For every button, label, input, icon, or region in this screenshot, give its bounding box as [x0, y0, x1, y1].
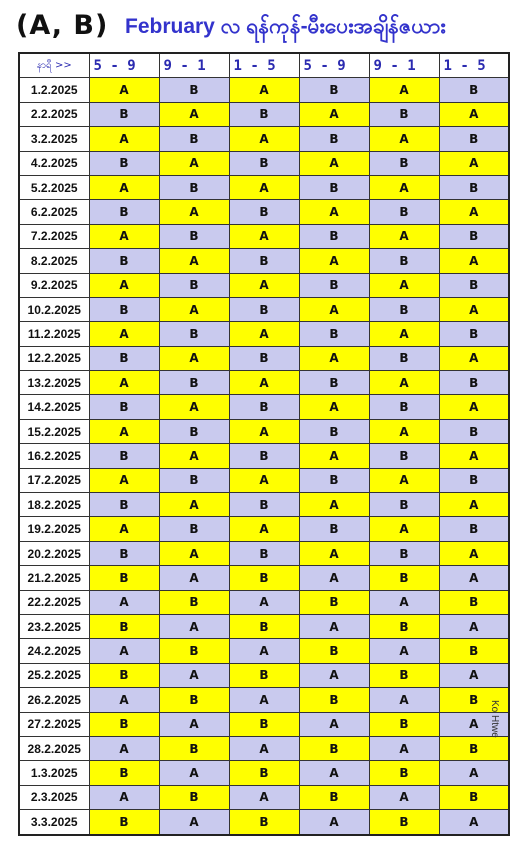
- group-cell: A: [369, 468, 439, 492]
- group-cell: B: [229, 712, 299, 736]
- group-cell: A: [89, 590, 159, 614]
- group-cell: B: [159, 78, 229, 102]
- table-row: [19, 614, 509, 638]
- date-cell: 11.2.2025: [19, 322, 89, 346]
- table-row: [19, 468, 509, 492]
- group-cell: B: [439, 639, 509, 663]
- group-cell: B: [299, 273, 369, 297]
- group-cell: A: [369, 371, 439, 395]
- date-cell: 5.2.2025: [19, 175, 89, 199]
- table-row: [19, 371, 509, 395]
- group-cell: A: [159, 541, 229, 565]
- group-cell: B: [369, 810, 439, 835]
- group-cell: A: [159, 761, 229, 785]
- group-cell: B: [229, 151, 299, 175]
- table-row: [19, 224, 509, 248]
- group-cell: A: [89, 371, 159, 395]
- group-cell: A: [229, 785, 299, 809]
- group-cell: A: [159, 346, 229, 370]
- date-cell: 8.2.2025: [19, 249, 89, 273]
- group-cell: A: [439, 346, 509, 370]
- group-cell: A: [299, 566, 369, 590]
- group-cell: B: [229, 395, 299, 419]
- group-cell: B: [159, 322, 229, 346]
- group-cell: B: [159, 590, 229, 614]
- group-cell: B: [229, 444, 299, 468]
- group-cell: A: [229, 273, 299, 297]
- group-cell: A: [299, 810, 369, 835]
- group-cell: A: [299, 249, 369, 273]
- group-cell: A: [369, 736, 439, 760]
- group-cell: A: [369, 590, 439, 614]
- group-cell: A: [299, 200, 369, 224]
- group-cell: A: [89, 419, 159, 443]
- group-cell: A: [369, 517, 439, 541]
- group-cell: A: [229, 371, 299, 395]
- group-cell: B: [299, 127, 369, 151]
- table-row: [19, 712, 509, 736]
- group-cell: A: [439, 395, 509, 419]
- group-cell: B: [89, 712, 159, 736]
- table-row: [19, 297, 509, 321]
- group-cell: A: [159, 493, 229, 517]
- table-row: [19, 78, 509, 102]
- date-cell: 19.2.2025: [19, 517, 89, 541]
- slot-header: 5 - 9: [299, 53, 369, 78]
- table-row: [19, 736, 509, 760]
- group-cell: A: [159, 614, 229, 638]
- group-cell: B: [299, 322, 369, 346]
- group-cell: B: [89, 493, 159, 517]
- group-title: (A, B): [16, 10, 109, 41]
- table-row: [19, 346, 509, 370]
- table-row: [19, 639, 509, 663]
- group-cell: A: [229, 590, 299, 614]
- group-cell: A: [369, 224, 439, 248]
- group-cell: A: [89, 127, 159, 151]
- table-row: [19, 127, 509, 151]
- group-cell: A: [89, 785, 159, 809]
- group-cell: B: [89, 395, 159, 419]
- date-cell: 15.2.2025: [19, 419, 89, 443]
- group-cell: A: [299, 346, 369, 370]
- group-cell: B: [369, 541, 439, 565]
- group-cell: B: [89, 541, 159, 565]
- group-cell: A: [89, 322, 159, 346]
- date-cell: 27.2.2025: [19, 712, 89, 736]
- group-cell: B: [159, 688, 229, 712]
- group-cell: A: [159, 444, 229, 468]
- group-cell: A: [439, 200, 509, 224]
- group-cell: B: [439, 688, 509, 712]
- table-row: [19, 810, 509, 835]
- group-cell: A: [299, 395, 369, 419]
- group-cell: A: [299, 663, 369, 687]
- table-row: [19, 151, 509, 175]
- group-cell: A: [299, 444, 369, 468]
- table-row: [19, 395, 509, 419]
- group-cell: B: [229, 663, 299, 687]
- group-cell: B: [299, 590, 369, 614]
- group-cell: B: [439, 736, 509, 760]
- group-cell: B: [369, 395, 439, 419]
- group-cell: B: [369, 761, 439, 785]
- group-cell: B: [299, 175, 369, 199]
- group-cell: A: [369, 273, 439, 297]
- table-row: [19, 444, 509, 468]
- date-cell: 2.2.2025: [19, 102, 89, 126]
- group-cell: A: [299, 102, 369, 126]
- slot-header: 9 - 1: [369, 53, 439, 78]
- group-cell: B: [229, 761, 299, 785]
- group-cell: B: [369, 249, 439, 273]
- date-cell: 22.2.2025: [19, 590, 89, 614]
- table-row: [19, 541, 509, 565]
- group-cell: A: [369, 785, 439, 809]
- power-schedule-table: [18, 52, 510, 836]
- group-cell: A: [369, 78, 439, 102]
- group-cell: A: [369, 175, 439, 199]
- group-cell: B: [299, 371, 369, 395]
- group-cell: A: [299, 761, 369, 785]
- date-cell: 28.2.2025: [19, 736, 89, 760]
- table-row: [19, 785, 509, 809]
- date-cell: 18.2.2025: [19, 493, 89, 517]
- group-cell: B: [369, 297, 439, 321]
- group-cell: A: [299, 614, 369, 638]
- group-cell: B: [159, 127, 229, 151]
- group-cell: A: [229, 468, 299, 492]
- group-cell: A: [229, 127, 299, 151]
- date-cell: 13.2.2025: [19, 371, 89, 395]
- group-cell: B: [229, 541, 299, 565]
- group-cell: A: [89, 688, 159, 712]
- date-cell: 3.3.2025: [19, 810, 89, 835]
- group-cell: B: [439, 517, 509, 541]
- table-row: [19, 200, 509, 224]
- group-cell: A: [229, 78, 299, 102]
- group-cell: B: [299, 468, 369, 492]
- group-cell: B: [229, 346, 299, 370]
- date-cell: 9.2.2025: [19, 273, 89, 297]
- group-cell: A: [369, 322, 439, 346]
- table-row: [19, 249, 509, 273]
- group-cell: B: [159, 736, 229, 760]
- group-cell: A: [159, 200, 229, 224]
- date-cell: 14.2.2025: [19, 395, 89, 419]
- group-cell: B: [439, 175, 509, 199]
- date-cell: 10.2.2025: [19, 297, 89, 321]
- date-cell: 6.2.2025: [19, 200, 89, 224]
- group-cell: B: [369, 566, 439, 590]
- group-cell: A: [439, 444, 509, 468]
- table-row: [19, 102, 509, 126]
- group-cell: B: [369, 614, 439, 638]
- group-cell: A: [369, 639, 439, 663]
- group-cell: B: [439, 785, 509, 809]
- table-row: [19, 175, 509, 199]
- header-row: [19, 53, 509, 78]
- group-cell: A: [229, 736, 299, 760]
- group-cell: A: [229, 175, 299, 199]
- group-cell: B: [369, 663, 439, 687]
- group-cell: B: [439, 371, 509, 395]
- group-cell: B: [159, 785, 229, 809]
- group-cell: B: [89, 200, 159, 224]
- group-cell: A: [89, 78, 159, 102]
- table-row: [19, 688, 509, 712]
- group-cell: A: [229, 322, 299, 346]
- group-cell: A: [89, 175, 159, 199]
- group-cell: B: [89, 663, 159, 687]
- date-cell: 12.2.2025: [19, 346, 89, 370]
- group-cell: B: [89, 249, 159, 273]
- slot-header: 1 - 5: [229, 53, 299, 78]
- group-cell: B: [439, 468, 509, 492]
- group-cell: A: [439, 151, 509, 175]
- group-cell: A: [369, 127, 439, 151]
- slot-header: 9 - 1: [159, 53, 229, 78]
- group-cell: B: [229, 810, 299, 835]
- group-cell: A: [159, 297, 229, 321]
- group-cell: B: [89, 102, 159, 126]
- group-cell: B: [299, 688, 369, 712]
- group-cell: B: [439, 224, 509, 248]
- group-cell: B: [299, 785, 369, 809]
- group-cell: B: [229, 614, 299, 638]
- group-cell: A: [159, 151, 229, 175]
- group-cell: A: [439, 297, 509, 321]
- group-cell: B: [229, 493, 299, 517]
- date-cell: 2.3.2025: [19, 785, 89, 809]
- group-cell: A: [299, 151, 369, 175]
- date-cell: 25.2.2025: [19, 663, 89, 687]
- group-cell: A: [89, 736, 159, 760]
- group-cell: A: [89, 468, 159, 492]
- table-row: [19, 419, 509, 443]
- group-cell: B: [439, 419, 509, 443]
- group-cell: A: [439, 493, 509, 517]
- date-cell: 26.2.2025: [19, 688, 89, 712]
- group-cell: B: [229, 249, 299, 273]
- table-row: [19, 493, 509, 517]
- group-cell: B: [159, 371, 229, 395]
- group-cell: B: [229, 102, 299, 126]
- group-cell: A: [439, 614, 509, 638]
- group-cell: B: [439, 590, 509, 614]
- date-cell: 24.2.2025: [19, 639, 89, 663]
- table-row: [19, 663, 509, 687]
- date-cell: 7.2.2025: [19, 224, 89, 248]
- group-cell: B: [299, 78, 369, 102]
- group-cell: B: [369, 151, 439, 175]
- group-cell: B: [159, 273, 229, 297]
- group-cell: A: [299, 541, 369, 565]
- table-row: [19, 761, 509, 785]
- group-cell: B: [159, 419, 229, 443]
- group-cell: A: [369, 419, 439, 443]
- group-cell: B: [159, 639, 229, 663]
- group-cell: B: [229, 297, 299, 321]
- group-cell: B: [159, 175, 229, 199]
- table-row: [19, 517, 509, 541]
- slot-header: 5 - 9: [89, 53, 159, 78]
- group-cell: B: [159, 517, 229, 541]
- group-cell: B: [89, 810, 159, 835]
- date-cell: 1.3.2025: [19, 761, 89, 785]
- group-cell: A: [439, 566, 509, 590]
- group-cell: A: [299, 712, 369, 736]
- group-cell: A: [439, 810, 509, 835]
- group-cell: B: [369, 346, 439, 370]
- group-cell: B: [159, 224, 229, 248]
- group-cell: A: [159, 810, 229, 835]
- group-cell: B: [89, 346, 159, 370]
- date-cell: 21.2.2025: [19, 566, 89, 590]
- group-cell: B: [299, 736, 369, 760]
- group-cell: A: [89, 639, 159, 663]
- date-cell: 4.2.2025: [19, 151, 89, 175]
- group-cell: A: [159, 712, 229, 736]
- group-cell: A: [439, 541, 509, 565]
- group-cell: A: [439, 761, 509, 785]
- slot-header: 1 - 5: [439, 53, 509, 78]
- group-cell: B: [229, 566, 299, 590]
- group-cell: B: [159, 468, 229, 492]
- group-cell: B: [89, 761, 159, 785]
- group-cell: B: [89, 614, 159, 638]
- header: [0, 0, 526, 50]
- group-cell: B: [299, 517, 369, 541]
- date-cell: 16.2.2025: [19, 444, 89, 468]
- table-row: [19, 590, 509, 614]
- group-cell: B: [439, 273, 509, 297]
- group-cell: B: [229, 200, 299, 224]
- date-cell: 17.2.2025: [19, 468, 89, 492]
- group-cell: A: [299, 297, 369, 321]
- group-cell: B: [89, 297, 159, 321]
- table-row: [19, 273, 509, 297]
- group-cell: A: [159, 102, 229, 126]
- date-cell: 20.2.2025: [19, 541, 89, 565]
- group-cell: B: [369, 102, 439, 126]
- group-cell: A: [439, 249, 509, 273]
- group-cell: A: [229, 224, 299, 248]
- group-cell: B: [299, 639, 369, 663]
- group-cell: B: [299, 419, 369, 443]
- group-cell: B: [89, 151, 159, 175]
- group-cell: A: [229, 419, 299, 443]
- month-title: February လ ရန်ကုန်-မီးပေးအချိန်ဇယား: [125, 15, 446, 38]
- group-cell: A: [229, 517, 299, 541]
- group-cell: A: [89, 273, 159, 297]
- group-cell: A: [159, 663, 229, 687]
- date-cell: 1.2.2025: [19, 78, 89, 102]
- group-cell: B: [369, 444, 439, 468]
- group-cell: B: [439, 127, 509, 151]
- group-cell: A: [369, 688, 439, 712]
- group-cell: A: [159, 249, 229, 273]
- group-cell: A: [229, 639, 299, 663]
- date-cell: 3.2.2025: [19, 127, 89, 151]
- group-cell: A: [299, 493, 369, 517]
- group-cell: B: [369, 200, 439, 224]
- group-cell: A: [89, 224, 159, 248]
- group-cell: B: [439, 78, 509, 102]
- table-row: [19, 322, 509, 346]
- hours-label: နာရီ >>: [19, 53, 89, 78]
- group-cell: B: [369, 712, 439, 736]
- group-cell: B: [369, 493, 439, 517]
- group-cell: B: [89, 444, 159, 468]
- group-cell: A: [229, 688, 299, 712]
- group-cell: B: [439, 322, 509, 346]
- group-cell: A: [159, 395, 229, 419]
- group-cell: A: [439, 663, 509, 687]
- credit-watermark: Ko Htwe: [489, 700, 500, 738]
- group-cell: B: [89, 566, 159, 590]
- date-cell: 23.2.2025: [19, 614, 89, 638]
- group-cell: A: [89, 517, 159, 541]
- group-cell: A: [439, 712, 509, 736]
- group-cell: A: [439, 102, 509, 126]
- group-cell: A: [159, 566, 229, 590]
- table-row: [19, 566, 509, 590]
- group-cell: B: [299, 224, 369, 248]
